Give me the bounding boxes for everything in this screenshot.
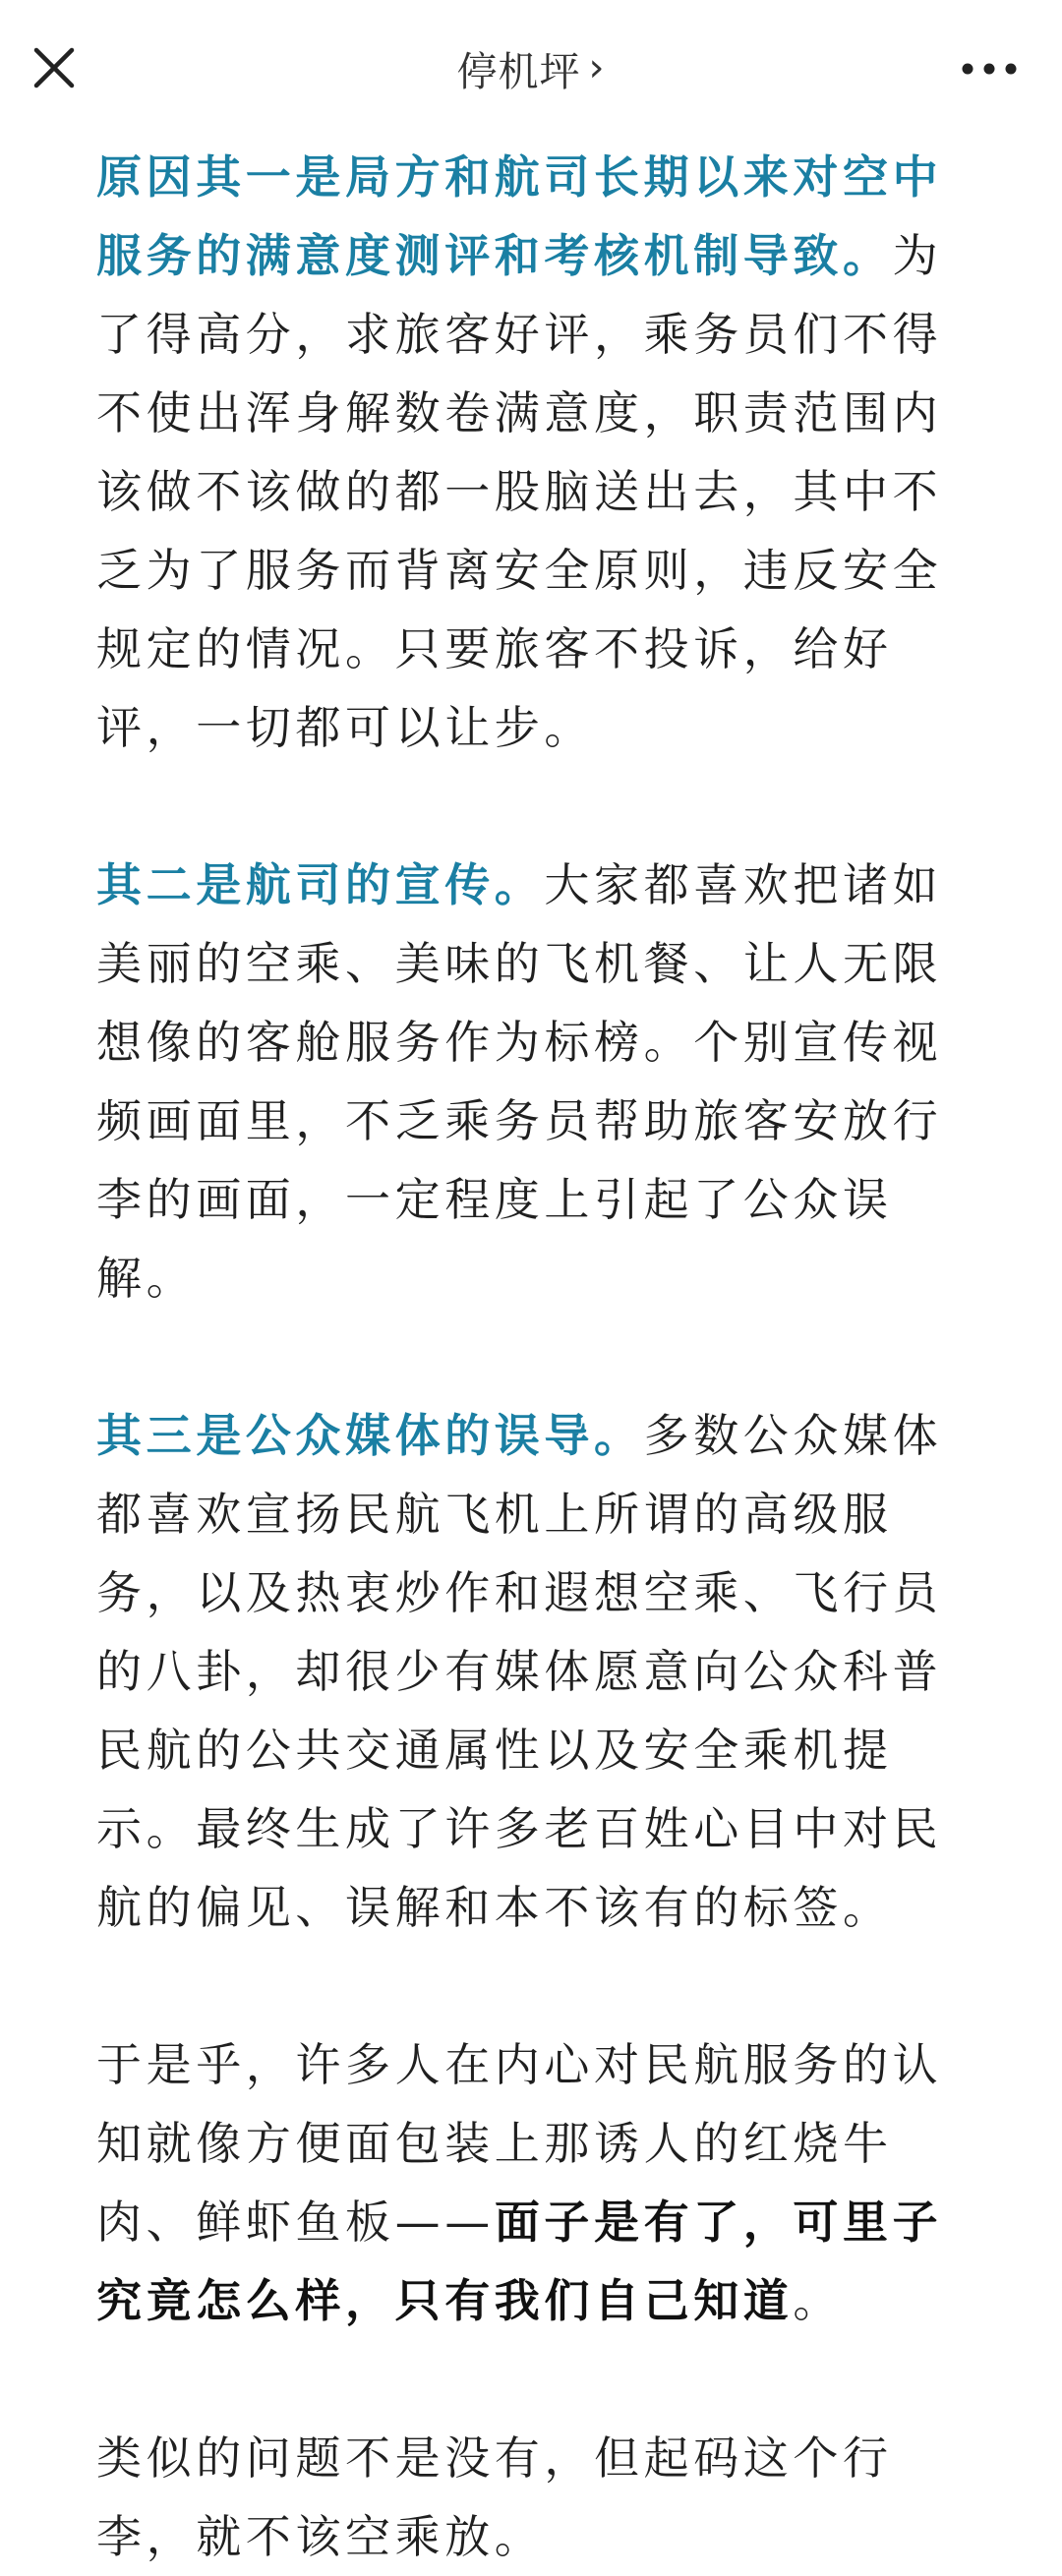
- paragraph-2-highlight: 其二是航司的宣传。: [96, 858, 545, 911]
- paragraph-3: [96, 1396, 981, 1947]
- paragraph-1: [96, 138, 981, 767]
- article-body: [96, 138, 981, 2576]
- paragraph-5: [96, 2419, 981, 2576]
- page-title: 停机坪: [456, 47, 581, 95]
- more-button[interactable]: [950, 41, 1029, 96]
- paragraph-1-highlight: 原因其一是局方和航司长期以来对空中服务的满意度测评和考核机制导致。: [96, 150, 943, 282]
- top-bar: [0, 0, 1062, 134]
- paragraph-1-text: 为了得高分，求旅客好评，乘务员们不得不使出浑身解数卷满意度，职责范围内该做不该做的都一股脑送出去，其中不乏为了服务而背离安全原则，违反安全规定的情况。只要旅客不投诉，给好评，一切都可以让步。: [96, 229, 943, 754]
- paragraph-3-text: 多数公众媒体都喜欢宣扬民航飞机上所谓的高级服务，以及热衷炒作和遐想空乘、飞行员的八卦，却很少有媒体愿意向公众科普民航的公共交通属性以及安全乘机提示。最终生成了许多老百姓心目中对民航的偏见、误解和本不该有的标签。: [96, 1409, 943, 1934]
- paragraph-4-end: 。: [793, 2274, 844, 2327]
- paragraph-2-text: 大家都喜欢把诸如美丽的空乘、美味的飞机餐、让人无限想像的客舱服务作为标榜。个别宣传视频画面里，不乏乘务员帮助旅客安放行李的画面，一定程度上引起了公众误解。: [96, 858, 943, 1305]
- paragraph-5-text: 类似的问题不是没有，但起码这个行李，就不该空乘放。: [96, 2431, 893, 2563]
- paragraph-3-highlight: 其三是公众媒体的误导。: [96, 1409, 644, 1462]
- paragraph-4-bold: 面子是有了，可里子究竟怎么样，只有我们自己知道: [96, 2195, 943, 2327]
- close-icon: [32, 46, 76, 89]
- close-button[interactable]: [26, 39, 83, 96]
- chevron-right-icon: ›: [588, 45, 606, 90]
- paragraph-4: [96, 2025, 981, 2340]
- more-icon: [960, 62, 1019, 76]
- page-title-button[interactable]: [324, 37, 738, 98]
- paragraph-4-text: 于是乎，许多人在内心对民航服务的认知就像方便面包装上那诱人的红烧牛肉、鲜虾鱼板——: [96, 2038, 943, 2249]
- paragraph-2: [96, 846, 981, 1317]
